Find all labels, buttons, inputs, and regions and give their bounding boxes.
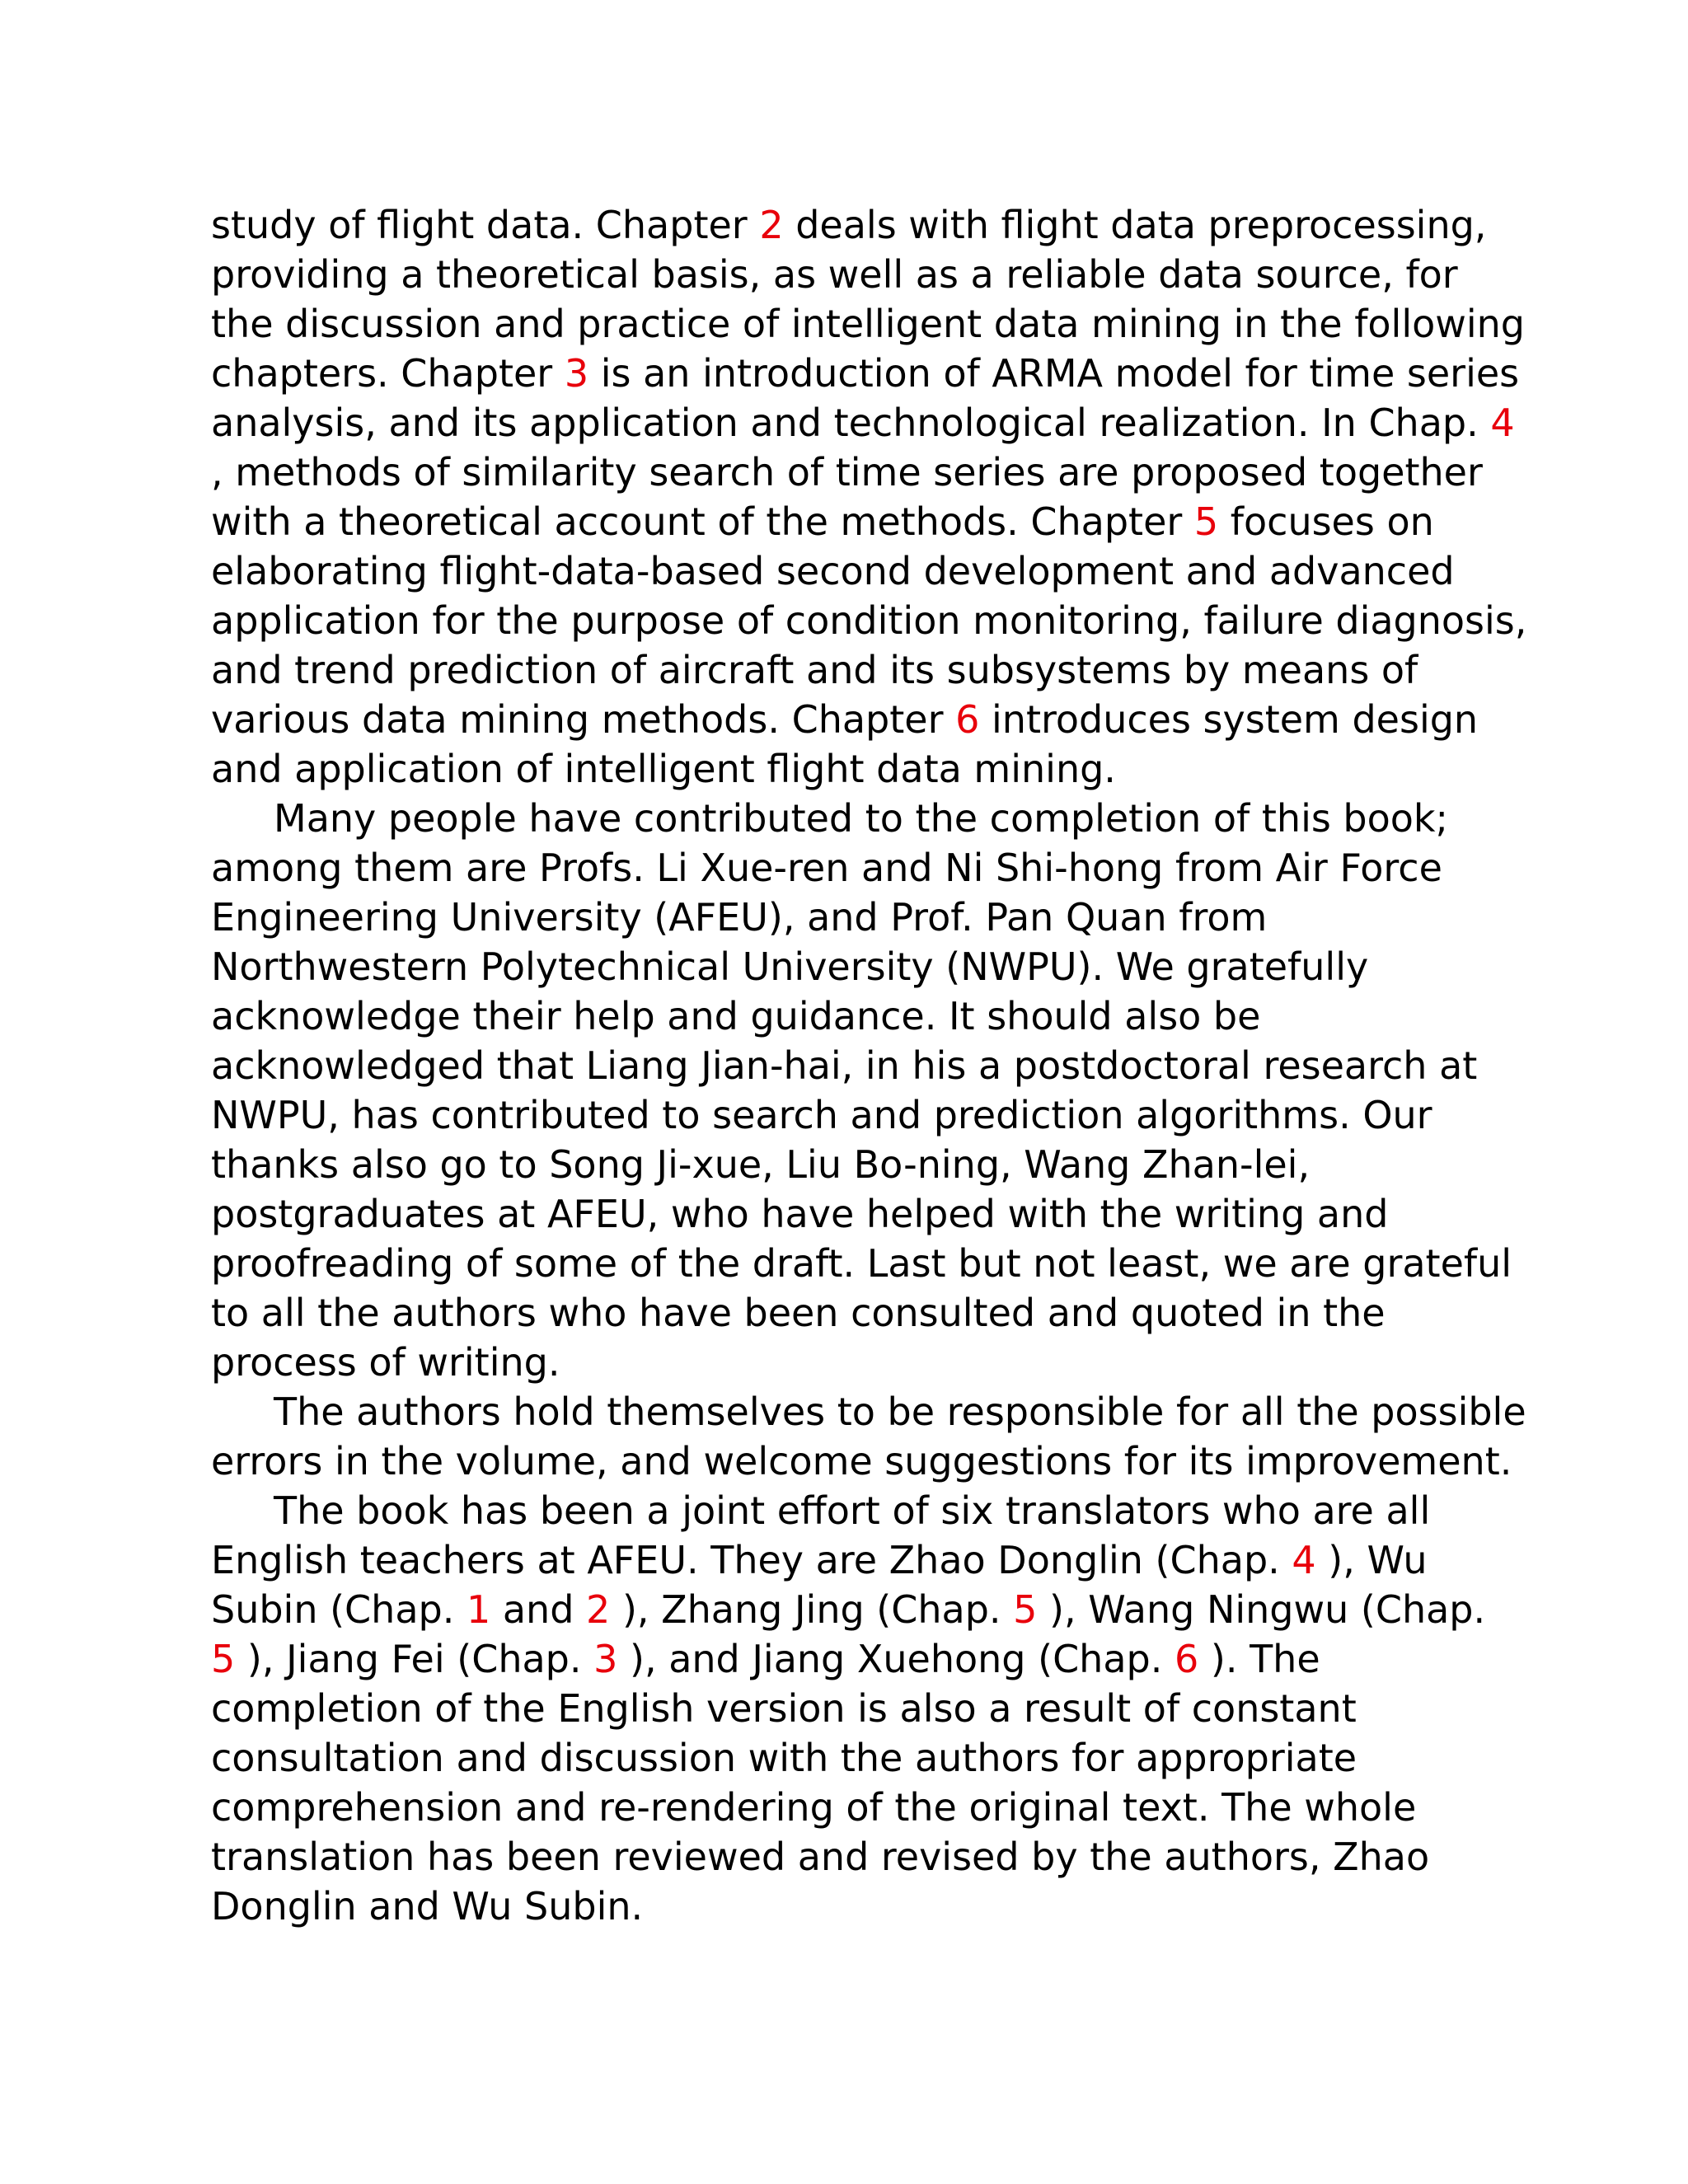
text-line: 5 ), Jiang Fei (Chap. 3 ), and Jiang Xuehong (Chap. 6 ). The: [211, 1637, 1320, 1681]
text-line: with a theoretical account of the methods. Chapter 5 focuses on: [211, 499, 1434, 544]
chapter-link[interactable]: 6: [1174, 1637, 1199, 1681]
chapter-link[interactable]: 5: [1013, 1587, 1038, 1632]
text-line: Subin (Chap. 1 and 2 ), Zhang Jing (Chap. 5 ), Wang Ningwu (Chap.: [211, 1587, 1486, 1632]
chapter-link[interactable]: 5: [1193, 499, 1219, 544]
chapter-link[interactable]: 3: [593, 1637, 618, 1681]
text-line: postgraduates at AFEU, who have helped with the writing and: [211, 1192, 1389, 1236]
text-line: Northwestern Polytechnical University (NWPU). We gratefully: [211, 944, 1369, 989]
text-line: the discussion and practice of intelligent data mining in the following: [211, 302, 1526, 346]
text-line: errors in the volume, and welcome suggestions for its improvement.: [211, 1439, 1512, 1483]
text-line: analysis, and its application and technological realization. In Chap. 4: [211, 401, 1515, 445]
text-line: application for the purpose of condition monitoring, failure diagnosis,: [211, 598, 1527, 643]
text-line: to all the authors who have been consulted and quoted in the: [211, 1291, 1386, 1335]
chapter-link[interactable]: 6: [955, 697, 980, 742]
chapter-link[interactable]: 2: [759, 203, 784, 247]
chapter-link[interactable]: 1: [466, 1587, 491, 1632]
text-line: various data mining methods. Chapter 6 introduces system design: [211, 697, 1479, 742]
text-line: and application of intelligent flight data mining.: [211, 747, 1116, 791]
text-line: thanks also go to Song Ji-xue, Liu Bo-ning, Wang Zhan-lei,: [211, 1142, 1311, 1187]
document-page: [211, 200, 1527, 1931]
text-line: process of writing.: [211, 1340, 560, 1385]
text-line: acknowledge their help and guidance. It should also be: [211, 994, 1261, 1038]
text-line: Engineering University (AFEU), and Prof. Pan Quan from: [211, 895, 1268, 940]
text-line: proofreading of some of the draft. Last but not least, we are grateful: [211, 1241, 1512, 1286]
chapter-link[interactable]: 5: [211, 1637, 236, 1681]
text-line: elaborating flight-data-based second development and advanced: [211, 549, 1455, 593]
text-line: study of flight data. Chapter 2 deals with flight data preprocessing,: [211, 203, 1487, 247]
text-line: NWPU, has contributed to search and prediction algorithms. Our: [211, 1093, 1432, 1137]
text-line: Donglin and Wu Subin.: [211, 1884, 644, 1929]
paragraph-first-line: The book has been a joint effort of six translators who are all: [274, 1488, 1431, 1533]
paragraph-first-line: Many people have contributed to the completion of this book;: [274, 796, 1449, 841]
text-line: chapters. Chapter 3 is an introduction of ARMA model for time series: [211, 351, 1520, 396]
text-line: English teachers at AFEU. They are Zhao Donglin (Chap. 4 ), Wu: [211, 1538, 1428, 1582]
text-line: comprehension and re-rendering of the original text. The whole: [211, 1785, 1417, 1830]
text-line: translation has been reviewed and revised by the authors, Zhao: [211, 1835, 1430, 1879]
text-line: and trend prediction of aircraft and its subsystems by means of: [211, 648, 1418, 692]
text-line: completion of the English version is also a result of constant: [211, 1686, 1357, 1731]
paragraph-first-line: The authors hold themselves to be responsible for all the possible: [274, 1390, 1526, 1434]
chapter-link[interactable]: 3: [564, 351, 589, 396]
chapter-link[interactable]: 4: [1490, 401, 1515, 445]
chapter-link[interactable]: 4: [1292, 1538, 1316, 1582]
chapter-link[interactable]: 2: [586, 1587, 611, 1632]
text-line: providing a theoretical basis, as well as a reliable data source, for: [211, 252, 1458, 297]
text-line: consultation and discussion with the authors for appropriate: [211, 1736, 1357, 1780]
text-line: , methods of similarity search of time series are proposed together: [211, 450, 1483, 494]
text-line: among them are Profs. Li Xue-ren and Ni Shi-hong from Air Force: [211, 846, 1442, 890]
text-line: acknowledged that Liang Jian-hai, in his a postdoctoral research at: [211, 1043, 1478, 1088]
